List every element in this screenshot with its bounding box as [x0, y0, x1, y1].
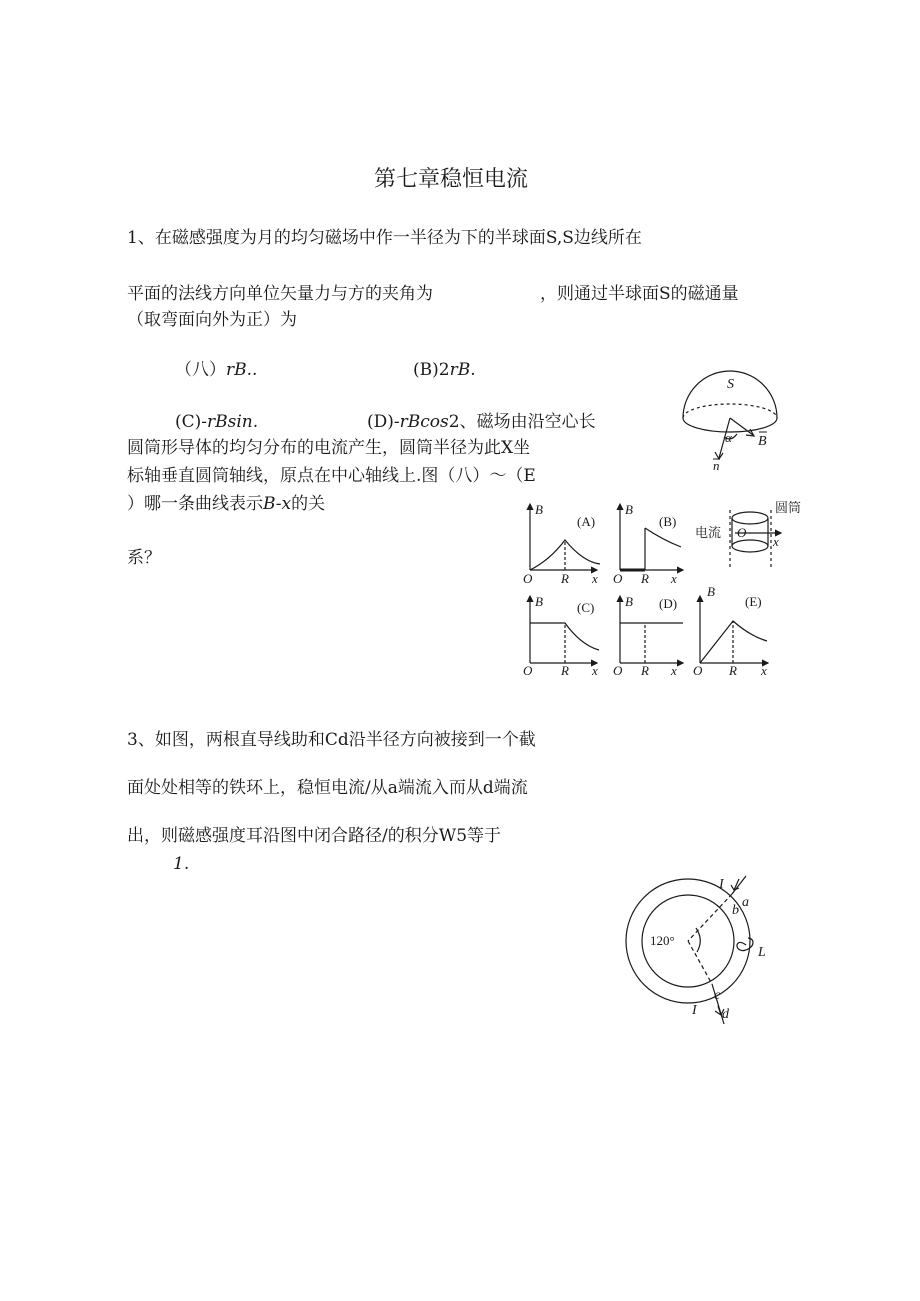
page-title: 第七章稳恒电流	[374, 167, 529, 192]
q2-line-4	[127, 494, 325, 514]
bx-graphs-figure	[505, 490, 815, 678]
q3-line-3: 出，则磁感强度耳沿图中闭合路径/的积分W5等于	[127, 826, 502, 846]
label-b: b	[732, 903, 739, 918]
label-i-in: I	[719, 877, 724, 892]
label-s: S	[727, 377, 734, 392]
label-alpha: α	[725, 430, 732, 445]
graph-b-label: (B)	[659, 514, 677, 529]
cylinder-origin: O	[737, 525, 747, 540]
graph-a-origin: O	[523, 571, 533, 586]
label-d: d	[722, 1007, 729, 1022]
label-angle: 120°	[650, 933, 675, 948]
graph-c-axis-b: B	[535, 594, 543, 609]
q2-line-3: 标轴垂直圆筒轴线，原点在中心轴线上.图（八）～（E	[127, 466, 536, 486]
graph-b-axis-b: B	[625, 502, 633, 517]
graph-e-origin: O	[693, 663, 703, 678]
label-l: L	[758, 945, 766, 960]
label-i-out: I	[692, 1003, 697, 1018]
q1-option-d-value: rBcos	[399, 412, 449, 432]
cylinder-label: 圆筒	[775, 500, 802, 515]
label-a: a	[742, 895, 749, 910]
q1-option-d-and-q2-line-1	[367, 412, 596, 432]
q3-line-2: 面处处相等的铁环上，稳恒电流/从a端流入而从d端流	[127, 778, 528, 798]
q2-line-4b: B-x	[263, 494, 292, 514]
graph-e-label: (E)	[745, 594, 762, 609]
q2-line-4a: ）哪一条曲线表示	[127, 494, 263, 514]
graph-c-label: (C)	[577, 600, 595, 615]
graph-d-axis-b: B	[625, 594, 633, 609]
q1-option-a-label: （八）	[175, 360, 226, 380]
q3-line-4: 1.	[173, 854, 190, 874]
graph-d-label: (D)	[659, 596, 678, 611]
q1-line-2b: ，则通过半球面S的磁通量	[540, 284, 739, 304]
graph-a-axis-b: B	[535, 502, 543, 517]
current-label: 电流	[695, 525, 722, 540]
q1-option-b-value: rB.	[449, 360, 476, 380]
current-in-arrow	[731, 879, 739, 890]
label-b: B	[758, 434, 767, 449]
iron-ring-figure	[620, 868, 780, 1033]
graph-b-curve	[645, 528, 681, 547]
q2-line-4c: 的关	[291, 494, 326, 514]
hemisphere-rim-back	[683, 404, 777, 418]
graph-c-origin: O	[523, 663, 533, 678]
graph-a-label: (A)	[577, 514, 596, 529]
q1-option-b	[413, 360, 476, 380]
graph-e-r: R	[729, 663, 737, 678]
label-n: n	[713, 458, 720, 473]
cylinder-x: x	[773, 534, 779, 549]
graph-b-x: x	[671, 571, 677, 586]
q1-option-a	[175, 360, 257, 380]
hemisphere-figure	[675, 362, 785, 474]
graph-c-x: x	[592, 663, 598, 678]
q1-line-1: 1、在磁感强度为月的均匀磁场中作一半径为下的半球面S,S边线所在	[127, 228, 642, 248]
q1-option-b-label: (B)2	[413, 360, 450, 380]
q1-option-d-label: (D)-	[367, 412, 400, 432]
q2-line-2: 圆筒形导体的均匀分布的电流产生，圆筒半径为此X坐	[127, 438, 531, 458]
graph-c-r: R	[561, 663, 569, 678]
q1-line-2a: 平面的法线方向单位矢量力与方的夹角为	[127, 284, 433, 304]
graph-d-origin: O	[613, 663, 623, 678]
q1-option-c-label: (C)-	[175, 412, 208, 432]
graph-a-r: R	[561, 571, 569, 586]
label-c: c	[714, 988, 721, 1003]
q2-line-1-tail: 2、磁场由沿空心长	[448, 412, 596, 432]
graph-a-x: x	[592, 571, 598, 586]
closed-path-l	[737, 938, 753, 951]
graph-b-origin: O	[613, 571, 623, 586]
q1-line-3: （取弯面向外为正）为	[127, 310, 297, 330]
q3-line-1: 3、如图，两根直导线助和Cd沿半径方向被接到一个截	[127, 730, 536, 750]
graph-e-x: x	[761, 663, 767, 678]
q1-option-a-value: rB..	[226, 360, 258, 380]
wire-ab	[732, 876, 746, 894]
graph-d-x: x	[671, 663, 677, 678]
q1-option-c-value: rBsin.	[207, 412, 259, 432]
graph-b-r: R	[641, 571, 649, 586]
graph-e-axis-b: B	[707, 584, 715, 599]
q1-option-c	[175, 412, 258, 432]
q2-line-5: 系？	[127, 548, 161, 568]
graph-d-r: R	[641, 663, 649, 678]
